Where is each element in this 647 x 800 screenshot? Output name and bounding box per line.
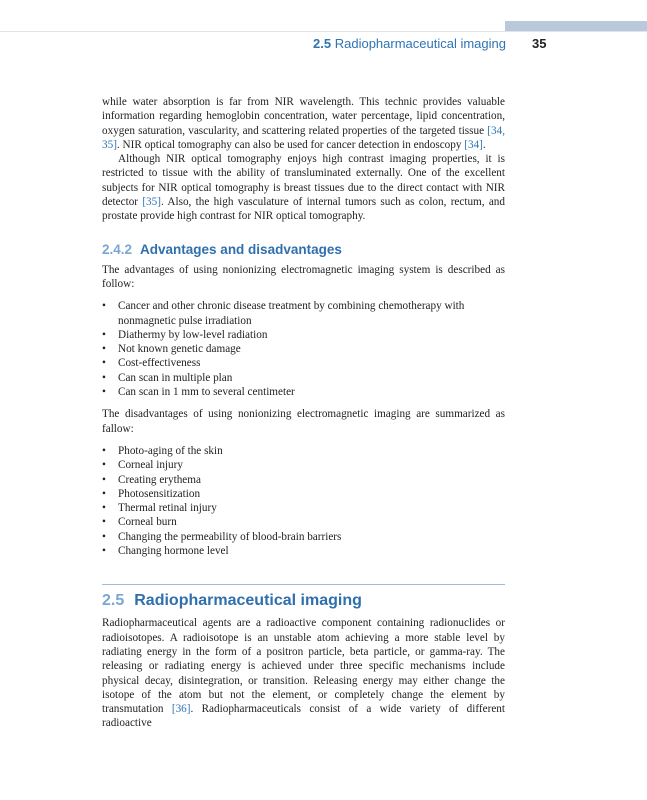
paragraph-radiopharmaceutical (102, 616, 505, 730)
page-number: 35 (532, 36, 547, 51)
section-number: 2.5 (102, 592, 125, 610)
bullet-icon: • (102, 343, 106, 356)
list-item (102, 473, 505, 487)
section-divider (102, 584, 505, 585)
list-item-text: Can scan in 1 mm to several centimeter (118, 386, 295, 399)
paragraph-nir-restrictions (102, 152, 505, 223)
list-item-text: Corneal burn (118, 516, 177, 529)
header-rule (0, 31, 647, 32)
paragraph-nir-properties (102, 95, 505, 152)
paragraph-text: . Radiopharmaceuticals consist of a wide variety of different radioactive (102, 703, 505, 730)
bullet-icon: • (102, 459, 106, 472)
list-item-text: Creating erythema (118, 473, 201, 486)
bullet-icon: • (102, 328, 106, 341)
bullet-icon: • (102, 502, 106, 515)
subsection-number: 2.4.2 (102, 241, 133, 257)
list-item-text: Corneal injury (118, 459, 183, 472)
list-item-text: Photosensitization (118, 487, 201, 500)
citation-link[interactable]: [36] (171, 703, 191, 716)
list-item (102, 515, 505, 529)
page-body (102, 95, 505, 731)
advantages-intro: The advantages of using nonionizing electromagnetic imaging system is described as follow: (102, 263, 505, 290)
list-item-text: Cancer and other chronic disease treatment by combining chemotherapy with nonmagnetic pulse irradiation (118, 300, 465, 327)
bullet-icon: • (102, 516, 106, 529)
advantages-list (102, 299, 505, 399)
bullet-icon: • (102, 487, 106, 500)
list-item-text: Can scan in multiple plan (118, 371, 233, 384)
running-header-section-title: Radiopharmaceutical imaging (334, 36, 506, 51)
running-header (0, 36, 647, 54)
list-item (102, 371, 505, 385)
disadvantages-list (102, 444, 505, 558)
bullet-icon: • (102, 371, 106, 384)
paragraph-text: Although NIR optical tomography enjoys high contrast imaging properties, it is restricted to tissue with the ability of transluminated externally. One of the excellent subjects for NIR optical tomography is breast tissues due to the direct contact with NIR detector (102, 153, 505, 209)
disadvantages-intro: The disadvantages of using nonionizing electromagnetic imaging are summarized as fallow: (102, 408, 505, 435)
list-item (102, 444, 505, 458)
paragraph-text: . (482, 138, 486, 151)
bullet-icon: • (102, 300, 106, 313)
paragraph-text: Radiopharmaceutical agents are a radioactive component containing radionuclides or radioisotopes. A radioisotope is an unstable atom achieving a more stable level by radiating energy in the form of a positron particle, beta particle, or gamma-ray. The releasing or radiating energy is achieved under three specific mechanisms include physical decay, disintegration, or transition. Releasing energy may either change the isotope of the atom but not the element, or completely change the element by transmutation (102, 617, 505, 716)
bullet-icon: • (102, 444, 106, 457)
section-title: Radiopharmaceutical imaging (134, 592, 362, 610)
subsection-title: Advantages and disadvantages (140, 241, 342, 257)
list-item (102, 544, 505, 558)
list-item-text: Thermal retinal injury (118, 502, 217, 515)
section-heading (102, 592, 505, 610)
bullet-icon: • (102, 386, 106, 399)
list-item (102, 356, 505, 370)
list-item-text: Diathermy by low-level radiation (118, 328, 268, 341)
list-item (102, 501, 505, 515)
list-item (102, 487, 505, 501)
subsection-heading (102, 242, 505, 257)
paragraph-text: . Also, the high vasculature of internal tumors such as colon, rectum, and prostate provide high contrast for NIR optical tomography. (102, 196, 505, 223)
list-item (102, 342, 505, 356)
list-item (102, 299, 505, 328)
bullet-icon: • (102, 545, 106, 558)
list-item-text: Not known genetic damage (118, 343, 241, 356)
citation-link[interactable]: [34, 35] (102, 124, 505, 151)
citation-link[interactable]: [35] (142, 196, 161, 209)
citation-link[interactable]: [34] (464, 138, 483, 151)
list-item-text: Changing hormone level (118, 545, 229, 558)
paragraph-text: . NIR optical tomography can also be used for cancer detection in endoscopy (116, 138, 465, 151)
list-item-text: Photo-aging of the skin (118, 444, 223, 457)
paragraph-text: while water absorption is far from NIR wavelength. This technic provides valuable information regarding hemoglobin concentration, water percentage, lipid concentration, oxygen saturation, vascularity, and scattering related properties of the targeted tissue (102, 96, 505, 137)
bullet-icon: • (102, 473, 106, 486)
list-item (102, 458, 505, 472)
bullet-icon: • (102, 357, 106, 370)
running-header-section (313, 36, 506, 51)
list-item-text: Cost-effectiveness (118, 357, 201, 370)
bullet-icon: • (102, 530, 106, 543)
list-item (102, 328, 505, 342)
list-item (102, 530, 505, 544)
running-header-section-number: 2.5 (313, 36, 332, 51)
list-item-text: Changing the permeability of blood-brain barriers (118, 530, 342, 543)
list-item (102, 385, 505, 399)
